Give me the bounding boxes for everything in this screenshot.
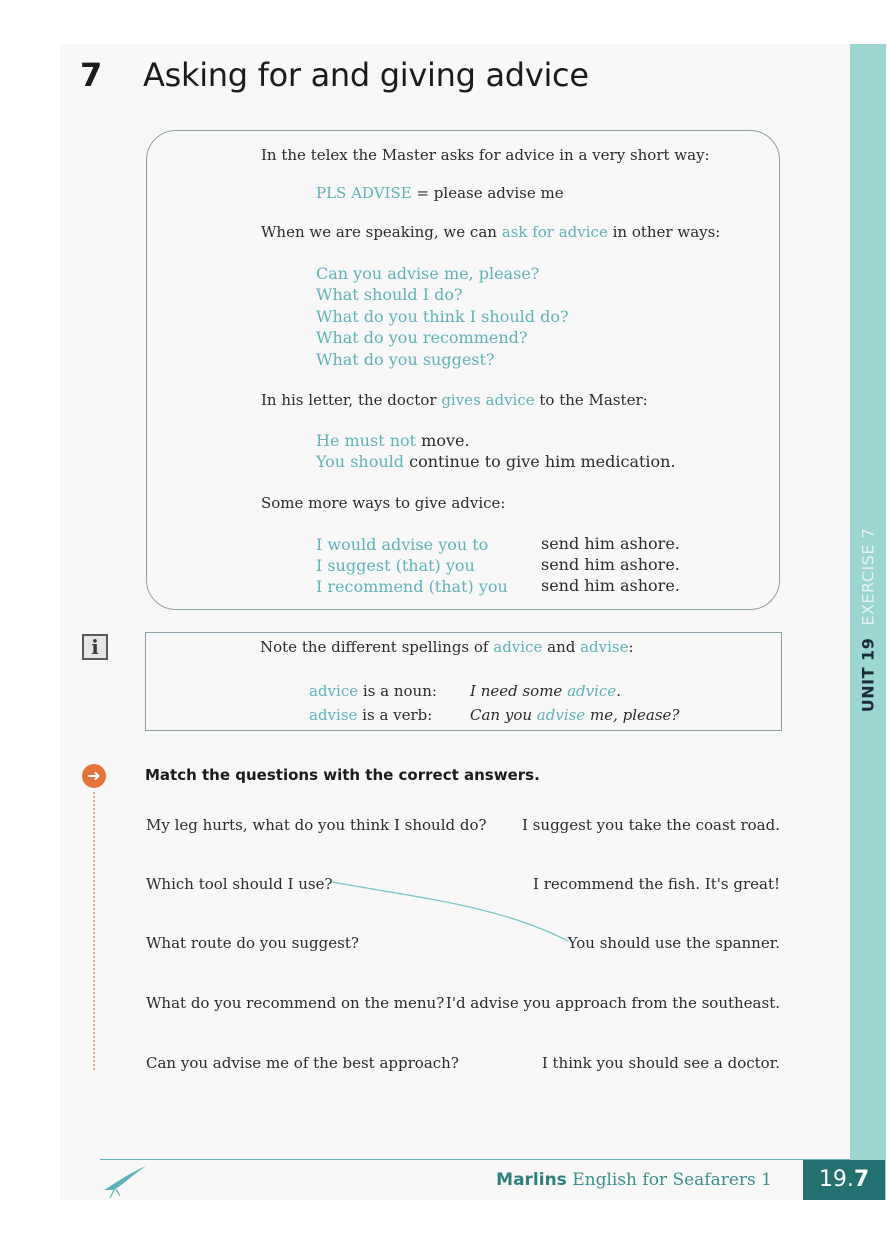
more-phrase-teal: I recommend (that) you xyxy=(316,577,508,596)
note-after: : xyxy=(628,638,634,656)
note-word-advise: advise xyxy=(580,638,629,656)
more-phrase-rest: send him ashore. xyxy=(541,534,680,553)
letter-before: In his letter, the doctor xyxy=(261,391,442,409)
page-number-sub: 7 xyxy=(853,1167,870,1192)
ask-phrase: Can you advise me, please? xyxy=(316,264,540,283)
ask-phrase: What should I do? xyxy=(316,285,463,304)
noun-word: advice xyxy=(309,682,359,700)
ask-for-advice-term: ask for advice xyxy=(501,223,608,241)
give-advice-teal: You should xyxy=(316,452,405,471)
example-after: . xyxy=(616,682,621,700)
example-word: advise xyxy=(536,706,586,724)
speaking-before: When we are speaking, we can xyxy=(261,223,502,241)
page-number-badge xyxy=(803,1160,885,1200)
example-before: I need some xyxy=(470,682,568,700)
chapter-number: 7 xyxy=(80,56,103,94)
footer-title xyxy=(496,1170,772,1190)
marlin-logo-icon xyxy=(100,1160,150,1200)
example-after: me, please? xyxy=(585,706,680,724)
letter-after: to the Master: xyxy=(534,391,648,409)
info-icon: i xyxy=(82,634,108,660)
note-before: Note the different spellings of xyxy=(260,638,494,656)
arrow-right-icon: ➜ xyxy=(82,764,106,788)
answer-item[interactable]: You should use the spanner. xyxy=(567,934,780,952)
page-number-main: 19. xyxy=(818,1167,854,1192)
give-advice-teal: He must not xyxy=(316,431,417,450)
chapter-title: Asking for and giving advice xyxy=(143,56,589,94)
question-item[interactable]: Can you advise me of the best approach? xyxy=(146,1054,459,1072)
footer-rule xyxy=(100,1159,850,1160)
ask-phrase: What do you recommend? xyxy=(316,328,528,347)
give-advice-rest: continue to give him medication. xyxy=(404,452,676,471)
pls-advise-meaning: = please advise me xyxy=(411,184,564,202)
speaking-after: in other ways: xyxy=(607,223,721,241)
answer-item[interactable]: I recommend the fish. It's great! xyxy=(533,875,780,893)
question-item[interactable]: Which tool should I use? xyxy=(146,875,333,893)
advice-intro: In the telex the Master asks for advice in a very short way: xyxy=(261,146,710,164)
more-phrase-teal: I suggest (that) you xyxy=(316,556,475,575)
ask-phrase: What do you suggest? xyxy=(316,350,495,369)
question-item[interactable]: My leg hurts, what do you think I should do? xyxy=(146,816,487,834)
side-unit-label: UNIT 19 xyxy=(858,637,878,713)
footer-book-title: English for Seafarers 1 xyxy=(566,1170,772,1190)
note-word-advice: advice xyxy=(493,638,543,656)
answer-item[interactable]: I think you should see a doctor. xyxy=(541,1054,780,1072)
question-item[interactable]: What route do you suggest? xyxy=(146,934,359,952)
ask-phrase: What do you think I should do? xyxy=(316,307,569,326)
question-item[interactable]: What do you recommend on the menu? xyxy=(146,994,445,1012)
footer-brand: Marlins xyxy=(496,1170,567,1190)
gives-advice-term: gives advice xyxy=(441,391,535,409)
exercise-instruction: Match the questions with the correct answers. xyxy=(145,766,540,784)
noun-desc: is a noun: xyxy=(358,682,437,700)
example-before: Can you xyxy=(470,706,537,724)
more-phrase-rest: send him ashore. xyxy=(541,576,680,595)
note-middle: and xyxy=(542,638,581,656)
answer-item[interactable]: I'd advise you approach from the southeast. xyxy=(445,994,780,1012)
give-advice-rest: move. xyxy=(416,431,470,450)
verb-desc: is a verb: xyxy=(357,706,433,724)
pls-advise-term: PLS ADVISE xyxy=(316,184,412,202)
more-phrase-rest: send him ashore. xyxy=(541,555,680,574)
side-exercise-label: EXERCISE 7 xyxy=(858,527,878,626)
example-word: advice xyxy=(567,682,617,700)
answer-item[interactable]: I suggest you take the coast road. xyxy=(522,816,780,834)
more-phrase-teal: I would advise you to xyxy=(316,535,489,554)
more-ways-line: Some more ways to give advice: xyxy=(261,494,506,512)
verb-word: advise xyxy=(309,706,358,724)
